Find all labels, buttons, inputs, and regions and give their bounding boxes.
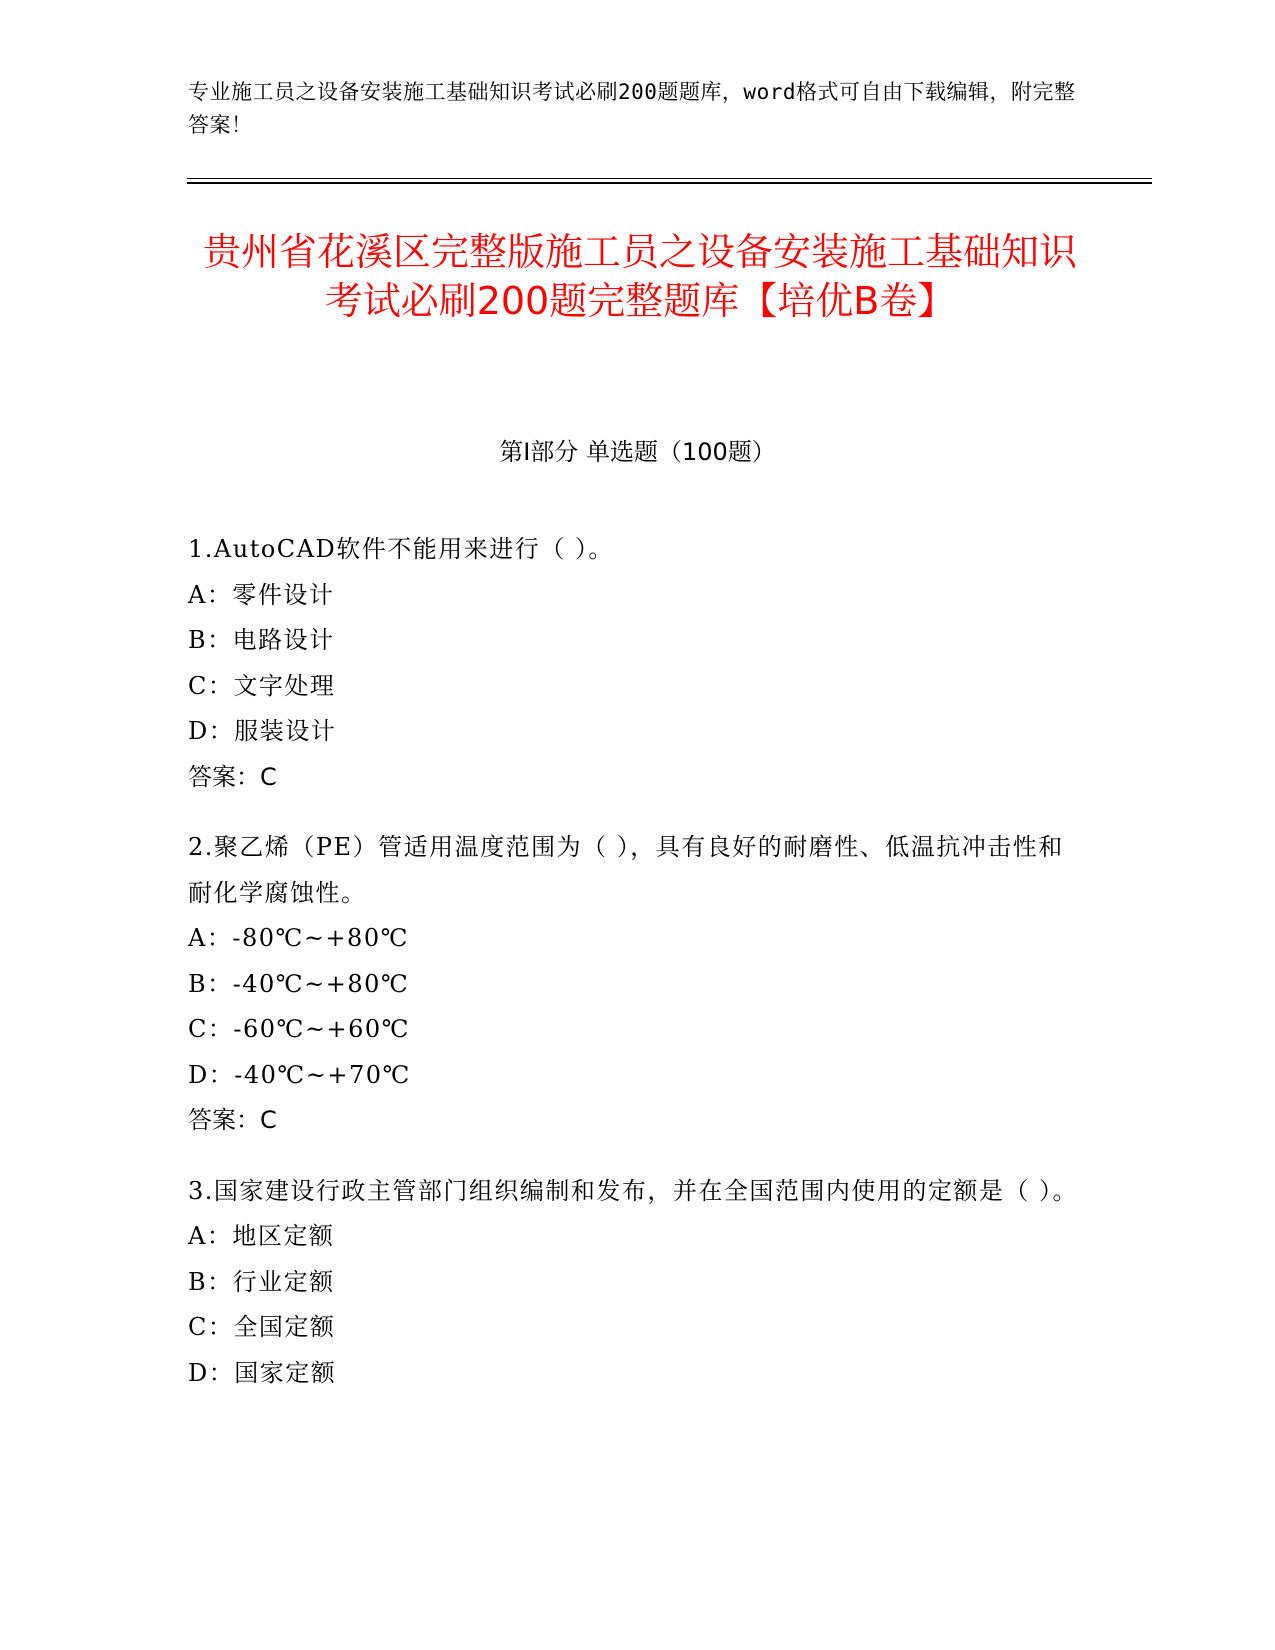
option-a: A：地区定额 <box>188 1222 335 1250</box>
question-stem: 1.AutoCAD软件不能用来进行（ ）。 <box>188 535 614 563</box>
option-b: B：行业定额 <box>188 1267 335 1296</box>
header-divider-thin <box>187 178 1152 179</box>
question-2 <box>188 825 1088 1144</box>
option-b: B：电路设计 <box>188 626 335 654</box>
option-a: A：-80℃~+80℃ <box>188 924 409 952</box>
option-c: C：全国定额 <box>188 1313 336 1341</box>
answer: 答案：C <box>188 762 277 791</box>
option-d: D：-40℃~+70℃ <box>188 1060 411 1089</box>
option-c: C：-60℃~+60℃ <box>188 1015 410 1043</box>
question-1 <box>188 527 1088 800</box>
option-a: A：零件设计 <box>188 580 335 609</box>
question-stem: 2.聚乙烯（PE）管适用温度范围为（ ），具有良好的耐磨性、低温抗冲击性和耐化学腐蚀性。 <box>188 833 1064 907</box>
option-c: C：文字处理 <box>188 671 336 700</box>
option-d: D：国家定额 <box>188 1358 337 1387</box>
answer: 答案：C <box>188 1106 277 1134</box>
option-d: D：服装设计 <box>188 717 337 745</box>
section-heading: 第I部分 单选题（100题） <box>499 438 776 466</box>
question-stem: 3.国家建设行政主管部门组织编制和发布，并在全国范围内使用的定额是（ ）。 <box>188 1176 1079 1205</box>
header-note: 专业施工员之设备安装施工基础知识考试必刷200题题库，word格式可自由下载编辑，附完整答案！ <box>188 80 1076 137</box>
question-3 <box>188 1169 1088 1397</box>
question-list <box>188 527 1088 1421</box>
option-b: B：-40℃~+80℃ <box>188 969 410 998</box>
header-divider-thick <box>187 182 1152 184</box>
document-title: 贵州省花溪区完整版施工员之设备安装施工基础知识考试必刷200题完整题库【培优B卷】 <box>202 230 1077 323</box>
